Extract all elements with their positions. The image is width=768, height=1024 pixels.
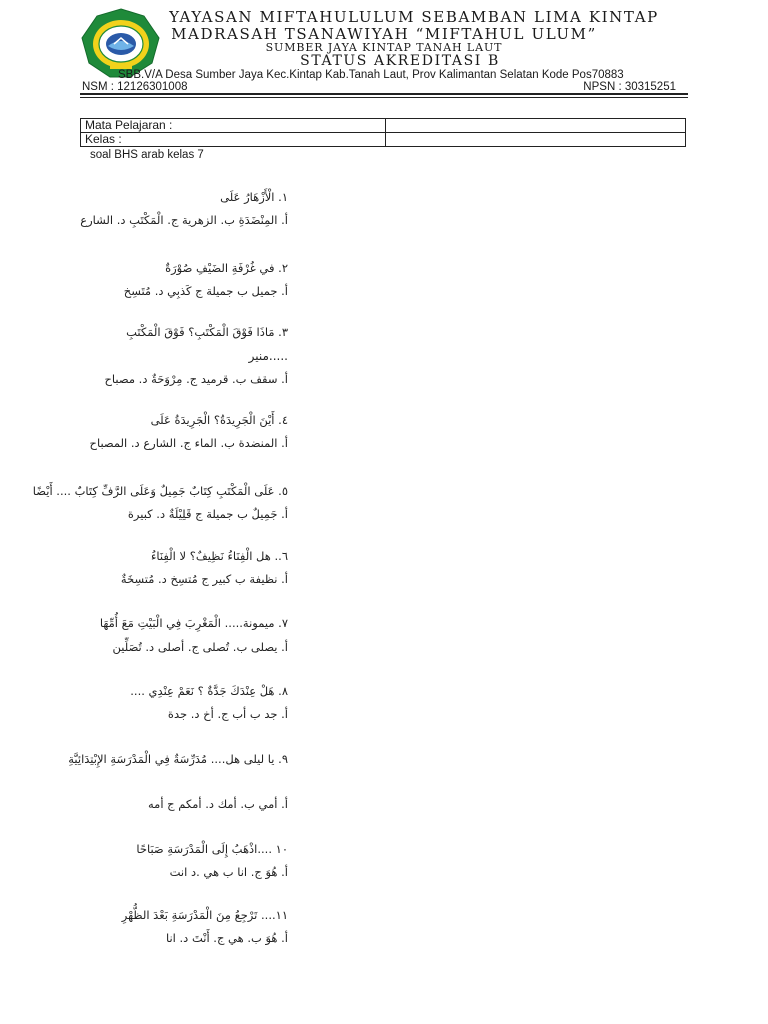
options-11: أ. هُوَ ب. هي ج. أَنْتَ د. انا xyxy=(165,931,288,945)
subject-label: Mata Pelajaran : xyxy=(81,119,386,133)
options-3: أ. سقف ب. قرميد ج. مِرْوَحَةٌ د. مصباح xyxy=(104,372,288,386)
options-10: أ. هُوَ ج. انا ب هي .د انت xyxy=(169,865,288,879)
header-divider-thin xyxy=(80,97,688,98)
question-7: ٧. ميمونة..... الْمَغْرِبَ فِي الْبَيْتِ مَعَ أُمِّهَا xyxy=(99,616,288,630)
question-8: ٨. هَلْ عِنْدَكَ جَدَّةٌ ؟ نَعَمْ عِنْدِي .... xyxy=(130,684,288,698)
school-address: SBB.V/A Desa Sumber Jaya Kec.Kintap Kab.Tanah Laut, Prov Kalimantan Selatan Kode Pos70883 xyxy=(118,69,624,81)
class-label: Kelas : xyxy=(81,133,386,147)
options-1: أ. المِنْضَدَةِ ب. الزهرية ج. الْمَكْتَبِ د. الشارع xyxy=(80,213,288,227)
options-6: أ. نظيفة ب كبير ج مُتسِخ د. مُتسِخَةٌ xyxy=(120,572,288,586)
options-8: أ. جد ب أب ج. أخ د. جدة xyxy=(167,707,288,721)
class-value-cell xyxy=(386,133,686,147)
question-11: ١١.... تَرْجِعُ مِنَ الْمَدْرَسَةِ بَعْدَ الظُّهْرِ xyxy=(121,908,288,922)
options-4: أ. المنضدة ب. الماء ج. الشارع د. المصباح xyxy=(89,436,288,450)
question-9: ٩. يا ليلى هل.... مُدَرِّسَةٌ فِي الْمَدْرَسَةِ الإِبْتِدَائِيَّةِ xyxy=(68,752,288,766)
options-5: أ. جَمِيلٌ ب جميلة ج قَلِيْلَةٌ د. كبيرة xyxy=(127,507,288,521)
options-7: أ. يصلى ب. تُصلى ج. أصلى د. تُصَلِّين xyxy=(112,640,288,654)
question-3-blank: .....منير xyxy=(248,349,288,363)
question-10: ١٠ ....اذْهَبُ إِلَى الْمَدْرَسَةِ صَبَاحًا xyxy=(136,842,288,856)
npsn-number: NPSN : 30315251 xyxy=(583,81,676,93)
exam-subtitle: soal BHS arab kelas 7 xyxy=(90,149,204,161)
question-6: ٦.. هل الْفِنَاءُ نَظِيفٌ؟ لا الْفِنَاءُ xyxy=(150,549,288,563)
header-divider-thick xyxy=(80,93,688,95)
options-9: أ. أمي ب. أمك د. أمكم ج أمه xyxy=(148,797,288,811)
school-name: MADRASAH TSANAWIYAH “MIFTAHUL ULUM” xyxy=(171,25,597,43)
accreditation-status: STATUS AKREDITASI B xyxy=(300,53,500,69)
school-location: SUMBER JAYA KINTAP TANAH LAUT xyxy=(265,41,503,54)
foundation-name: YAYASAN MIFTAHULULUM SEBAMBAN LIMA KINTAP xyxy=(169,8,659,26)
question-3: ٣. مَاذَا فَوْقَ الْمَكْتَبِ؟ فَوْقَ الْمَكْتَبِ xyxy=(126,325,288,339)
subject-value-cell xyxy=(386,119,686,133)
table-row xyxy=(81,133,686,147)
nsm-number: NSM : 12126301008 xyxy=(82,81,188,93)
question-2: ٢. في غُرْفَةِ الضَيْفِ صُوْرَةٌ xyxy=(165,261,288,275)
exam-info-table xyxy=(80,118,686,147)
table-row xyxy=(81,119,686,133)
question-1: ١. الْأَزْهَارُ عَلَى xyxy=(220,190,288,204)
question-5: ٥. عَلَى الْمَكْتَبِ كِتَابٌ جَمِيلٌ وَعَلَى الرَّفِّ كِتَابٌ .... أَيْضًا xyxy=(32,484,288,498)
options-2: أ. جميل ب جميلة ج كَذبِي د. مُتَسِخ xyxy=(123,284,288,298)
question-4: ٤. أَيْنَ الْجَرِيدَةُ؟ الْجَرِيدَةُ عَلَى xyxy=(150,413,288,427)
